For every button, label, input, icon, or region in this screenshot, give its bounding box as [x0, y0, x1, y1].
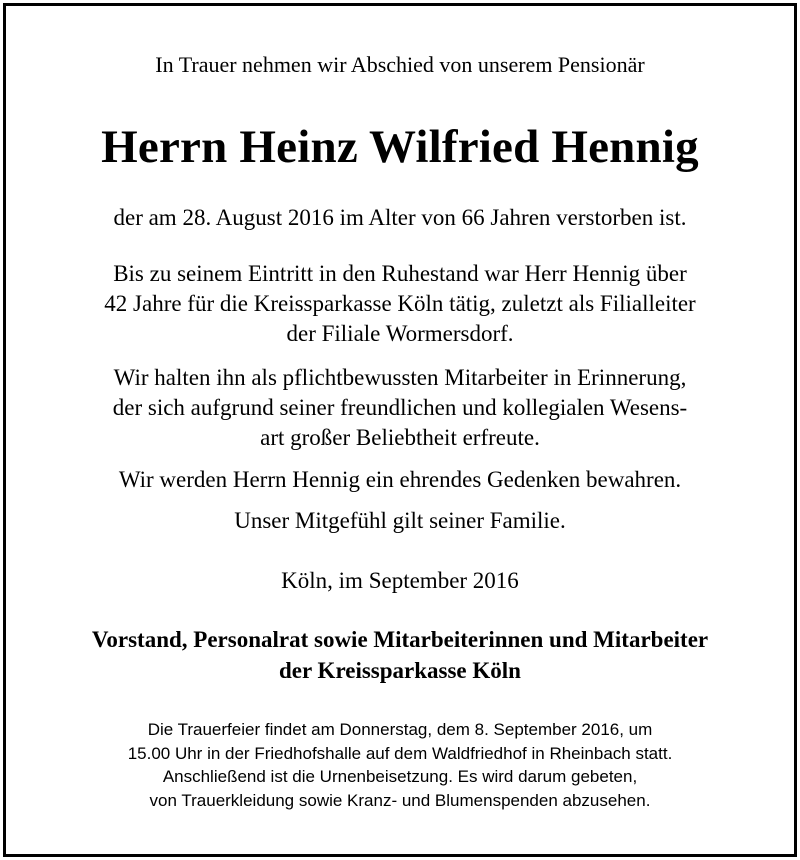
- signatories-line-2: der Kreissparkasse Köln: [279, 658, 521, 683]
- place-and-date: Köln, im September 2016: [281, 568, 519, 593]
- intro-line: In Trauer nehmen wir Abschied von unserem Pensionär: [155, 52, 645, 77]
- funeral-line-1: Die Trauerfeier findet am Donnerstag, dem 8. September 2016, um: [147, 720, 653, 739]
- memory-statement: Wir werden Herrn Hennig ein ehrendes Gedenken bewahren.: [118, 467, 682, 492]
- career-line-2: 42 Jahre für die Kreissparkasse Köln tätig, zuletzt als Filialleiter: [104, 291, 696, 316]
- signatories-line-1: Vorstand, Personalrat sowie Mitarbeiterinnen und Mitarbeiter: [91, 627, 709, 652]
- obituary-notice-frame: [3, 3, 797, 857]
- funeral-line-4: von Trauerkleidung sowie Kranz- und Blumenspenden abzusehen.: [149, 790, 651, 810]
- remembrance-line-2: der sich aufgrund seiner freundlichen und kollegialen Wesens-: [112, 395, 688, 420]
- funeral-line-3: Anschließend ist die Urnenbeisetzung. Es wird darum gebeten,: [162, 767, 638, 786]
- death-date-line: der am 28. August 2016 im Alter von 66 Jahren verstorben ist.: [113, 205, 687, 230]
- funeral-information: [6, 718, 794, 812]
- remembrance-line-3: art großer Beliebtheit erfreute.: [260, 425, 540, 450]
- condolence-statement: Unser Mitgefühl gilt seiner Familie.: [234, 508, 566, 533]
- obituary-notice-content: [6, 6, 794, 854]
- career-line-3: der Filiale Wormersdorf.: [286, 321, 514, 346]
- career-line-1: Bis zu seinem Eintritt in den Ruhestand war Herr Hennig über: [113, 261, 687, 286]
- career-paragraph: [6, 259, 794, 349]
- funeral-line-2: 15.00 Uhr in der Friedhofshalle auf dem Waldfriedhof in Rheinbach statt.: [127, 743, 673, 763]
- deceased-name: Herrn Heinz Wilfried Hennig: [101, 121, 699, 173]
- remembrance-line-1: Wir halten ihn als pflichtbewussten Mitarbeiter in Erinnerung,: [113, 365, 687, 390]
- remembrance-paragraph: [6, 363, 794, 453]
- signatories: [6, 624, 794, 686]
